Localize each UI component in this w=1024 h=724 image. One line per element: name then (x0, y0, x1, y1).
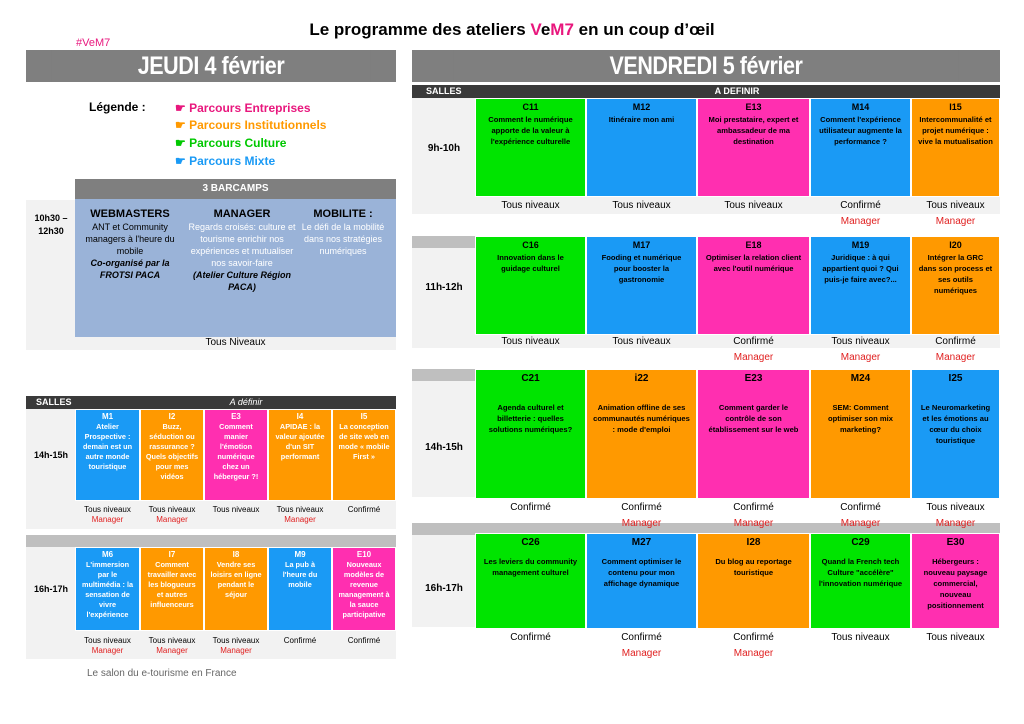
level-label: Confirmé (510, 502, 551, 513)
level-label: Tous niveaux (501, 336, 560, 347)
level-label: Tous niveaux Manager (926, 200, 985, 227)
workshop-card[interactable]: C16 Innovation dans le guidage culturel (475, 236, 586, 335)
level-label: Tous niveaux (612, 200, 671, 211)
rooms-value: A définir (229, 397, 263, 407)
workshop-card[interactable]: M1 Atelier Prospective : demain est un autre monde touristique (75, 409, 140, 501)
page-title: Le programme des ateliers VeM7 en un coup d’œil (309, 20, 715, 39)
level-label: Confirmé Manager (733, 336, 774, 363)
legend-institutionnels: ☛ Parcours Institutionnels (175, 118, 327, 132)
level-label: Confirmé Manager (733, 502, 774, 529)
thursday-header: JEUDI 4 février (26, 50, 396, 82)
level-label: Confirmé Manager (840, 502, 881, 529)
friday-rooms-band (412, 85, 1000, 98)
barcamp-block (75, 199, 396, 337)
rooms-value: A DEFINIR (714, 86, 760, 96)
level-label: Confirmé (283, 636, 317, 645)
level-label: Tous niveaux Manager (84, 505, 131, 524)
level-label: Confirmé (510, 632, 551, 643)
thursday-row2-band-top (26, 535, 396, 547)
friday-row1-time: 9h-10h (427, 143, 461, 154)
thursday-row1-time: 14h-15h (33, 450, 68, 460)
barcamp-mobilite: MOBILITE : Le défi de la mobilité dans nos stratégies numériques (301, 208, 385, 256)
level-label: Tous niveaux Manager (84, 636, 131, 655)
barcamp-manager: MANAGER Regards croisés: culture et tourisme enrichir nos expériences et mutualiser nos savoir-faire (Atelier Culture Région PACA) (188, 208, 296, 292)
thursday-row2-time: 16h-17h (33, 584, 68, 594)
friday-row3-time: 14h-15h (425, 442, 463, 453)
workshop-card[interactable]: M17 Fooding et numérique pour booster la gastronomie (586, 236, 697, 335)
workshop-card[interactable]: C26 Les leviers du community management culturel (475, 533, 586, 629)
workshop-card[interactable]: C11 Comment le numérique apporte de la valeur à l'expérience culturelle (475, 98, 586, 197)
footer-tagline: Le salon du e-tourisme en France (87, 668, 237, 679)
level-label: Tous niveaux Manager (148, 636, 196, 655)
barcamp-webmasters: WEBMASTERS ANT et Community managers à l'heure du mobile Co-organisé par la FROTSI PACA (85, 208, 175, 280)
workshop-card[interactable]: I20 Intégrer la GRC dans son process et ses outils numériques (911, 236, 1000, 335)
workshop-card[interactable]: M24 SEM: Comment optimiser son mix marketing? (810, 369, 911, 499)
level-label: Tous niveaux (831, 632, 890, 643)
legend-culture: ☛ Parcours Culture (175, 136, 287, 150)
level-label: Tous niveaux (926, 632, 985, 643)
level-label: Tous niveaux (724, 200, 783, 211)
friday-row2-time: 11h-12h (425, 282, 463, 293)
workshop-card[interactable]: M19 Juridique : à qui appartient quoi ? Qui puis-je faire avec?... (810, 236, 911, 335)
level-label: Confirmé (347, 505, 381, 514)
level-label: Tous niveaux (212, 505, 260, 514)
workshop-card[interactable]: i22 Animation offline de ses communautés numériques : mode d'emploi (586, 369, 697, 499)
workshop-card[interactable]: E30 Hébergeurs : nouveau paysage commercial, nouveau positionnement (911, 533, 1000, 629)
workshop-card[interactable]: I8 Vendre ses loisirs en ligne pendant le séjour (204, 547, 268, 631)
level-label: Tous niveaux (612, 336, 671, 347)
workshop-card[interactable]: M6 L'immersion par le multimédia : la sensation de vivre l'expérience (75, 547, 140, 631)
level-label: Confirmé Manager (621, 632, 662, 659)
rooms-label: SALLES (426, 86, 462, 96)
level-label: Confirmé Manager (733, 632, 774, 659)
workshop-card[interactable]: E13 Moi prestataire, expert et ambassadeur de ma destination (697, 98, 810, 197)
workshop-card[interactable]: I2 Buzz, séduction ou rassurance ? Quels objectifs pour mes vidéos (140, 409, 204, 501)
level-label: Tous niveaux Manager (148, 505, 196, 524)
workshop-card[interactable]: E3 Comment manier l'émotion numérique chez un hébergeur ?! (204, 409, 268, 501)
level-label: Tous niveaux Manager (926, 502, 985, 529)
workshop-card[interactable]: M14 Comment l'expérience utilisateur augmente la performance ? (810, 98, 911, 197)
workshop-card[interactable]: E23 Comment garder le contrôle de son établissement sur le web (697, 369, 810, 499)
workshop-card[interactable]: I7 Comment travailler avec les blogueurs et autres influenceurs (140, 547, 204, 631)
workshop-card[interactable]: I25 Le Neuromarketing et les émotions au cœur du choix touristique (911, 369, 1000, 499)
level-label: Confirmé Manager (840, 200, 881, 227)
barcamps-header: 3 BARCAMPS (75, 179, 396, 199)
workshop-card[interactable]: M12 Itinéraire mon ami (586, 98, 697, 197)
workshop-card[interactable]: M9 La pub à l'heure du mobile (268, 547, 332, 631)
legend-label: Légende : (89, 100, 146, 114)
level-label: Confirmé Manager (935, 336, 976, 363)
legend-entreprises: ☛ Parcours Entreprises (175, 101, 311, 115)
level-label: Confirmé Manager (621, 502, 662, 529)
level-label: Tous niveaux Manager (212, 636, 260, 655)
thursday-rooms-band (26, 396, 396, 409)
workshop-card[interactable]: I5 La conception de site web en mode « mobile First » (332, 409, 396, 501)
workshop-card[interactable]: E18 Optimiser la relation client avec l'outil numérique (697, 236, 810, 335)
workshop-card[interactable]: I28 Du blog au reportage touristique (697, 533, 810, 629)
rooms-label: SALLES (36, 397, 72, 407)
level-label: Confirmé (347, 636, 381, 645)
workshop-card[interactable]: C21 Agenda culturel et billetterie : quelles solutions numériques? (475, 369, 586, 499)
workshop-card[interactable]: I15 Intercommunalité et projet numérique : vive la mutualisation (911, 98, 1000, 197)
workshop-card[interactable]: E10 Nouveaux modèles de revenue management à la sauce participative (332, 547, 396, 631)
workshop-card[interactable]: I4 APIDAE : la valeur ajoutée d'un SIT performant (268, 409, 332, 501)
level-label: Tous niveaux (501, 200, 560, 211)
barcamp-time: 10h30 – 12h30 (34, 213, 68, 236)
workshop-card[interactable]: C29 Quand la French tech Culture "accélère" l'innovation numérique (810, 533, 911, 629)
workshop-card[interactable]: M27 Comment optimiser le contenu pour mon affichage dynamique (586, 533, 697, 629)
barcamp-level: Tous Niveaux (205, 337, 266, 348)
friday-header: VENDREDI 5 février (412, 50, 1000, 82)
hashtag: #VeM7 (76, 37, 111, 49)
legend-mixte: ☛ Parcours Mixte (175, 154, 276, 168)
friday-row4-time: 16h-17h (425, 583, 463, 594)
level-label: Tous niveaux Manager (831, 336, 890, 363)
level-label: Tous niveaux Manager (276, 505, 324, 524)
